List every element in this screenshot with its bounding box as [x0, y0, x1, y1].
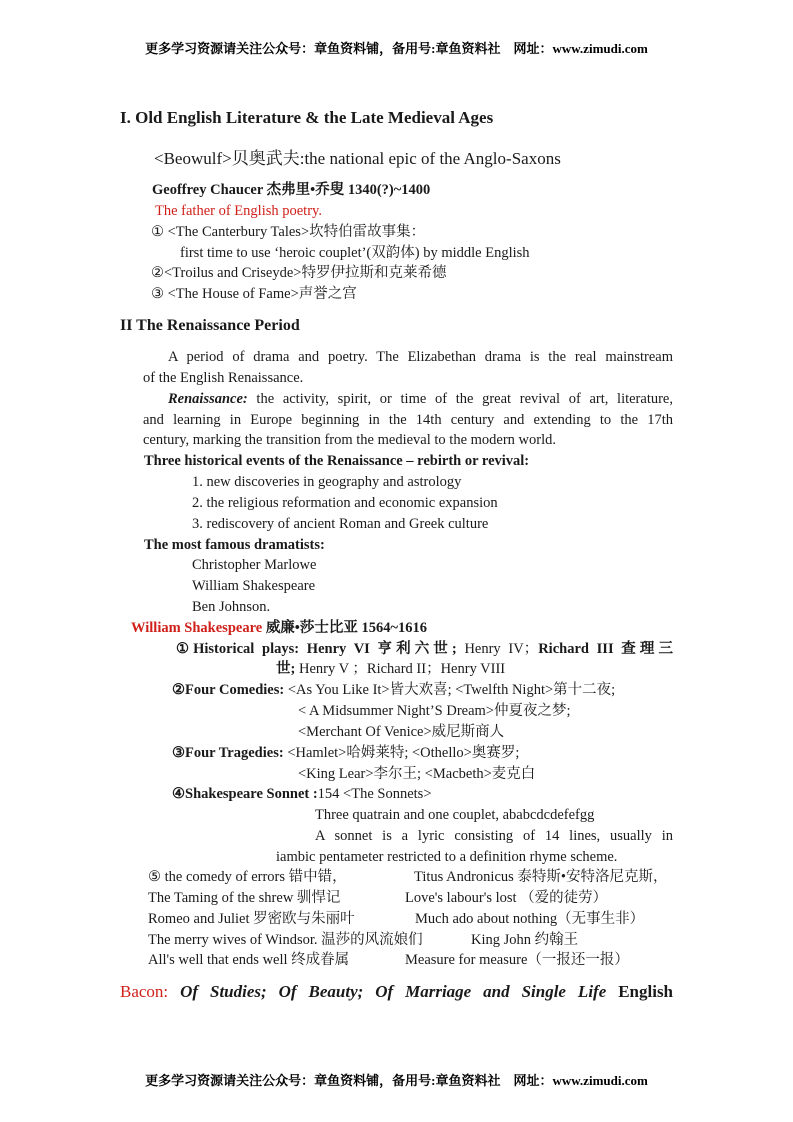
event-item: 2. the religious reformation and economic expansion: [192, 495, 498, 511]
work-item: ③ <The House of Fame>声誉之宫: [151, 286, 357, 302]
work-item: ① <The Canterbury Tales>坎特伯雷故事集：: [151, 224, 426, 240]
other-play: Love's labour's lost （爱的徒劳）: [405, 890, 608, 906]
chaucer-note: The father of English poetry.: [155, 203, 322, 219]
shakespeare-heading: [131, 619, 427, 637]
shakespeare-name: William Shakespeare: [131, 620, 263, 636]
intro-paragraph-end: of the English Renaissance.: [143, 370, 304, 386]
other-play: ⑤ the comedy of errors 错中错，: [148, 869, 347, 885]
sonnet-2: Three quatrain and one couplet, ababcdcdefefgg: [315, 807, 595, 823]
tragedies: [172, 744, 519, 762]
bacon-works: Of Studies; Of Beauty; Of Marriage and Single Life: [180, 982, 607, 1001]
section-1-title: I. Old English Literature & the Late Medieval Ages: [120, 108, 494, 127]
dramatist-item: Christopher Marlowe: [192, 557, 317, 573]
page-header: 更多学习资源请关注公众号：章鱼资料铺，备用号:章鱼资料社 网址：www.zimudi.com: [145, 41, 648, 56]
bacon-line: [120, 982, 673, 1002]
other-play: Much ado about nothing（无事生非）: [415, 911, 645, 927]
event-item: 1. new discoveries in geography and astrology: [192, 474, 462, 490]
events-heading: Three historical events of the Renaissance – rebirth or revival:: [144, 453, 530, 469]
tragedies-label: ③Four Tragedies:: [172, 745, 284, 761]
event-item: 3. rediscovery of ancient Roman and Greek culture: [192, 516, 489, 532]
sonnet: [172, 785, 432, 803]
renaissance-term: Renaissance:: [168, 391, 248, 407]
dramatist-item: Ben Johnson.: [192, 599, 271, 615]
historical-text: Henry V ；Richard II；Henry VIII: [295, 661, 506, 677]
historical-plays: [176, 640, 673, 658]
other-play: Romeo and Juliet 罗密欧与朱丽叶: [148, 911, 355, 927]
intro-paragraph: A period of drama and poetry. The Elizabethan drama is the real mainstream: [168, 349, 673, 365]
historical-bold: Richard III 查理三: [538, 641, 673, 657]
chaucer-heading: Geoffrey Chaucer 杰弗里•乔叟 1340(?)~1400: [152, 182, 431, 198]
sonnet-4: iambic pentameter restricted to a definition rhyme scheme.: [276, 849, 618, 865]
sonnet-3: A sonnet is a lyric consisting of 14 lines, usually in: [315, 828, 673, 844]
other-play: Measure for measure（一报还一报）: [405, 952, 629, 968]
section-2-title: II The Renaissance Period: [120, 317, 300, 334]
dramatists-heading: The most famous dramatists:: [144, 537, 325, 553]
other-play: The merry wives of Windsor. 温莎的风流娘们: [148, 932, 423, 948]
comedies-text: <As You Like It>皆大欢喜; <Twelfth Night>第十二夜;: [284, 682, 616, 698]
historical-text: Henry IV；: [456, 641, 539, 657]
other-play: The Taming of the shrew 驯悍记: [148, 890, 341, 906]
shakespeare-dates: 威廉•莎士比亚 1564~1616: [262, 620, 428, 636]
bacon-tail: English: [618, 982, 674, 1001]
other-play: King John 约翰王: [471, 932, 579, 948]
tragedies-2: <King Lear>李尔王; <Macbeth>麦克白: [298, 766, 536, 782]
historical-label: ①Historical plays: Henry VI 亨利六世;: [176, 641, 457, 657]
beowulf-line: <Beowulf>贝奥武夫:the national epic of the Anglo-Saxons: [154, 149, 561, 168]
work-item: ②<Troilus and Criseyde>特罗伊拉斯和克莱希德: [151, 265, 447, 281]
comedies: [172, 681, 615, 699]
other-play: Titus Andronicus 泰特斯•安特洛尼克斯，: [414, 869, 668, 885]
sonnet-text: 154 <The Sonnets>: [317, 786, 432, 802]
renaissance-definition-3: century, marking the transition from the medieval to the modern world.: [143, 432, 557, 448]
other-play: All's well that ends well 终成眷属: [148, 952, 350, 968]
renaissance-definition-2: and learning in Europe beginning in the 14th century and extending to the 17th: [143, 412, 673, 428]
historical-bold: 世;: [276, 661, 296, 677]
renaissance-text: the activity, spirit, or time of the great revival of art, literature,: [247, 391, 673, 407]
renaissance-definition: [168, 390, 673, 408]
historical-plays-2: [276, 660, 505, 678]
page-footer: 更多学习资源请关注公众号：章鱼资料铺，备用号:章鱼资料社 网址：www.zimudi.com: [145, 1073, 648, 1088]
comedies-2: < A Midsummer Night’S Dream>仲夏夜之梦;: [298, 703, 571, 719]
sonnet-label: ④Shakespeare Sonnet :: [172, 786, 318, 802]
comedies-label: ②Four Comedies:: [172, 682, 285, 698]
dramatist-item: William Shakespeare: [192, 578, 316, 594]
tragedies-text: <Hamlet>哈姆莱特; <Othello>奥赛罗;: [283, 745, 520, 761]
work-note: first time to use ‘heroic couplet’(双韵体) by middle English: [180, 245, 530, 261]
comedies-3: <Merchant Of Venice>威尼斯商人: [298, 724, 505, 740]
bacon-label: Bacon:: [120, 982, 169, 1001]
